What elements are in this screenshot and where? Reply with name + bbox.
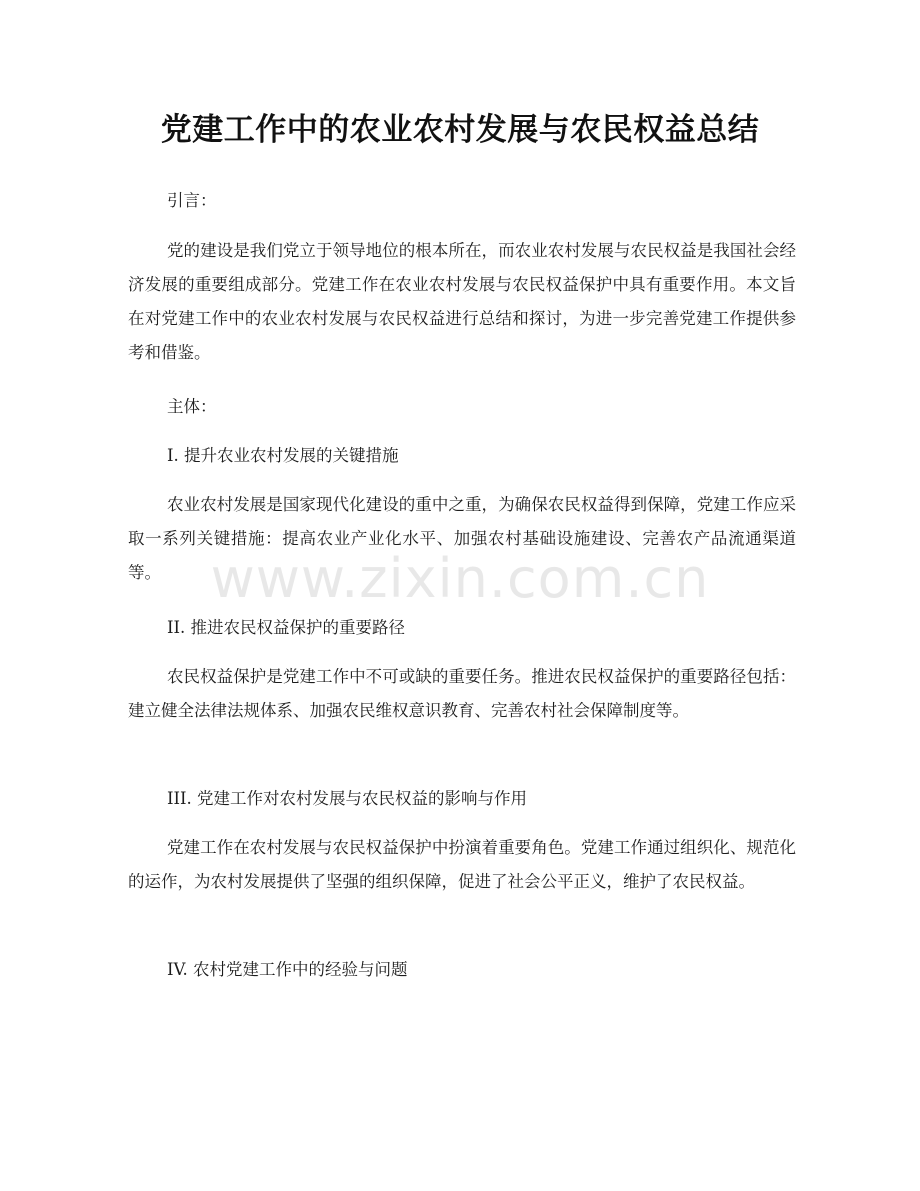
document-title: 党建工作中的农业农村发展与农民权益总结	[160, 112, 760, 148]
section-2-paragraph: 农民权益保护是党建工作中不可或缺的重要任务。推进农民权益保护的重要路径包括：建立健全法律法规体系、加强农民维权意识教育、完善农村社会保障制度等。	[128, 667, 796, 720]
section-1-heading: I. 提升农业农村发展的关键措施	[167, 446, 399, 465]
section-3-heading: III. 党建工作对农村发展与农民权益的影响与作用	[167, 789, 528, 808]
watermark-text: www.zixin.com.cn	[210, 547, 710, 610]
section-2-heading: II. 推进农民权益保护的重要路径	[167, 618, 406, 637]
section-4-heading: IV. 农村党建工作中的经验与问题	[167, 960, 408, 979]
section-3-paragraph: 党建工作在农村发展与农民权益保护中扮演着重要角色。党建工作通过组织化、规范化的运作，为农村发展提供了坚强的组织保障，促进了社会公平正义，维护了农民权益。	[128, 838, 796, 891]
intro-paragraph: 党的建设是我们党立于领导地位的根本所在，而农业农村发展与农民权益是我国社会经济发展的重要组成部分。党建工作在农业农村发展与农民权益保护中具有重要作用。本文旨在对党建工作中的农业农村发展与农民权益进行总结和探讨，为进一步完善党建工作提供参考和借鉴。	[128, 241, 796, 362]
body-label: 主体：	[167, 397, 217, 416]
intro-label: 引言：	[167, 191, 217, 210]
section-1-paragraph: 农业农村发展是国家现代化建设的重中之重，为确保农民权益得到保障，党建工作应采取一系列关键措施：提高农业产业化水平、加强农村基础设施建设、完善农产品流通渠道等。	[128, 495, 796, 582]
